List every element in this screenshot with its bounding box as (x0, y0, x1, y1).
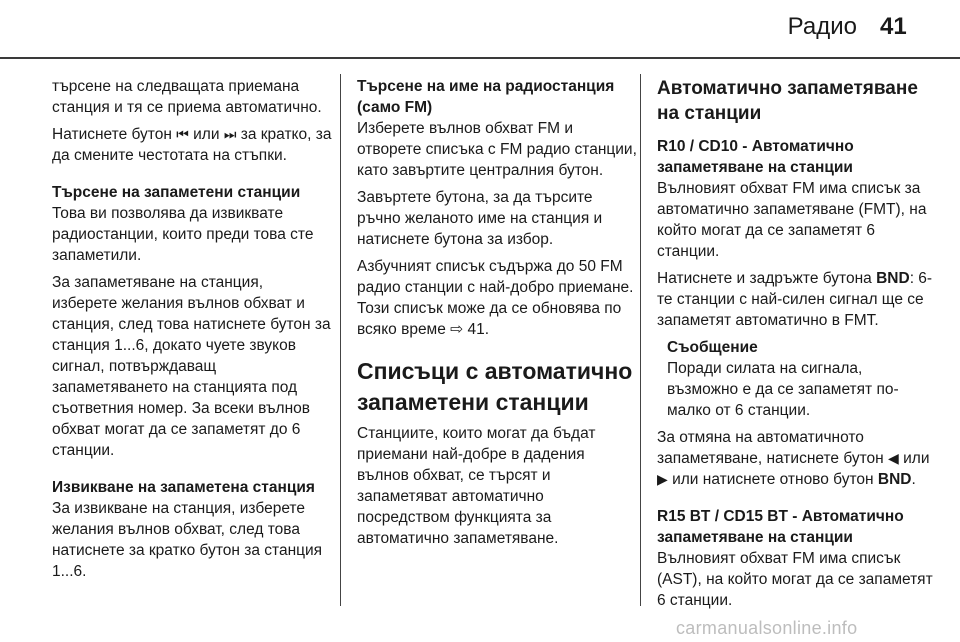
note-box (657, 337, 937, 421)
page-number: 41 (880, 13, 907, 40)
heading-autostore-lists: Списъци с автоматично запаметени станции (357, 358, 633, 415)
subheading-recall: Извикване на запаметена станция (52, 479, 315, 496)
column-2 (357, 76, 637, 549)
seek-back-icon: ⏮ (176, 126, 189, 142)
column-3 (657, 76, 937, 611)
paragraph-seek-buttons: Натиснете бутон ⏮ или ⏭ за кратко, за да смените честотата на стъпки. (52, 126, 332, 164)
subheading-r15-cd15: R15 BT / CD15 BT - Автоматично запаметяване на станции (657, 508, 904, 546)
heading-autostore: Автоматично запаметяване на станции (657, 78, 918, 124)
watermark: carmanualsonline.info (676, 618, 858, 638)
paragraph: Завъртете бутона, за да търсите ръчно желаното име на станция и натиснете бутона за избор. (357, 189, 603, 248)
section-title: Радио (787, 13, 857, 40)
paragraph-cancel: За отмяна на автоматичното запаметяване, натиснете бутон ◀ или ▶ или натиснете отново бутон BND. (657, 429, 930, 488)
column-1 (52, 76, 332, 582)
arrow-right-icon: ▶ (657, 471, 668, 487)
arrow-left-icon: ◀ (888, 450, 899, 466)
subheading-r10-cd10: R10 / CD10 - Автоматично запаметяване на станции (657, 138, 854, 176)
paragraph: търсене на следващата приемана станция и тя се приема автоматично. (52, 78, 322, 116)
note-title: Съобщение (667, 339, 758, 356)
note-text: Поради силата на сигнала, възможно е да се запаметят по-малко от 6 станции. (667, 360, 899, 419)
column-divider-2 (640, 74, 641, 606)
paragraph: За запаметяване на станция, изберете желания вълнов обхват и станция, след това натиснете бутон за станция 1...6, докато чуете звуков сигнал, потвърждаващ запаметяването на станцията под съответния номер. За всеки вълнов обхват могат да се запаметят до 6 станции. (52, 274, 331, 459)
paragraph: Вълновият обхват FM има списък (AST), на който могат да се запаметят 6 станции. (657, 550, 933, 609)
header-rule (0, 57, 960, 59)
bnd-button-label: BND (876, 270, 910, 287)
paragraph: Изберете вълнов обхват FM и отворете списъка с FM радио станции, като завъртите централния бутон. (357, 120, 637, 179)
paragraph-list-update: Азбучният списък съдържа до 50 FM радио станции с най-добро приемане. Този списък може да се обновява по всяко време ⇨ 41. (357, 258, 634, 338)
subheading-station-name-search: Търсене на име на радиостанция (само FM) (357, 78, 615, 116)
paragraph: Вълновият обхват FM има списък за автоматично запаметяване (FMT), на който могат да се запаметят 6 станции. (657, 180, 927, 260)
seek-forward-icon: ⏭ (223, 126, 237, 142)
subheading-memory-search: Търсене на запаметени станции (52, 184, 301, 201)
column-divider-1 (340, 74, 341, 606)
bnd-button-label: BND (877, 471, 912, 488)
paragraph: За извикване на станция, изберете желания вълнов обхват, след това натиснете за кратко бутон за станция 1...6. (52, 500, 323, 580)
paragraph: Станциите, които могат да бъдат приемани най-добре в дадения вълнов обхват, се търсят и запаметяват автоматично посредством функцията за автоматично запаметяване. (357, 425, 596, 547)
page-reference: 41. (467, 321, 490, 338)
paragraph: Това ви позволява да извиквате радиостанции, които преди това сте запаметили. (52, 205, 314, 264)
paragraph-bnd: Натиснете и задръжте бутона BND: 6-те станции с най-силен сигнал ще се запаметят автоматично в FMT. (657, 270, 933, 329)
page-reference-icon: ⇨ (450, 321, 464, 338)
